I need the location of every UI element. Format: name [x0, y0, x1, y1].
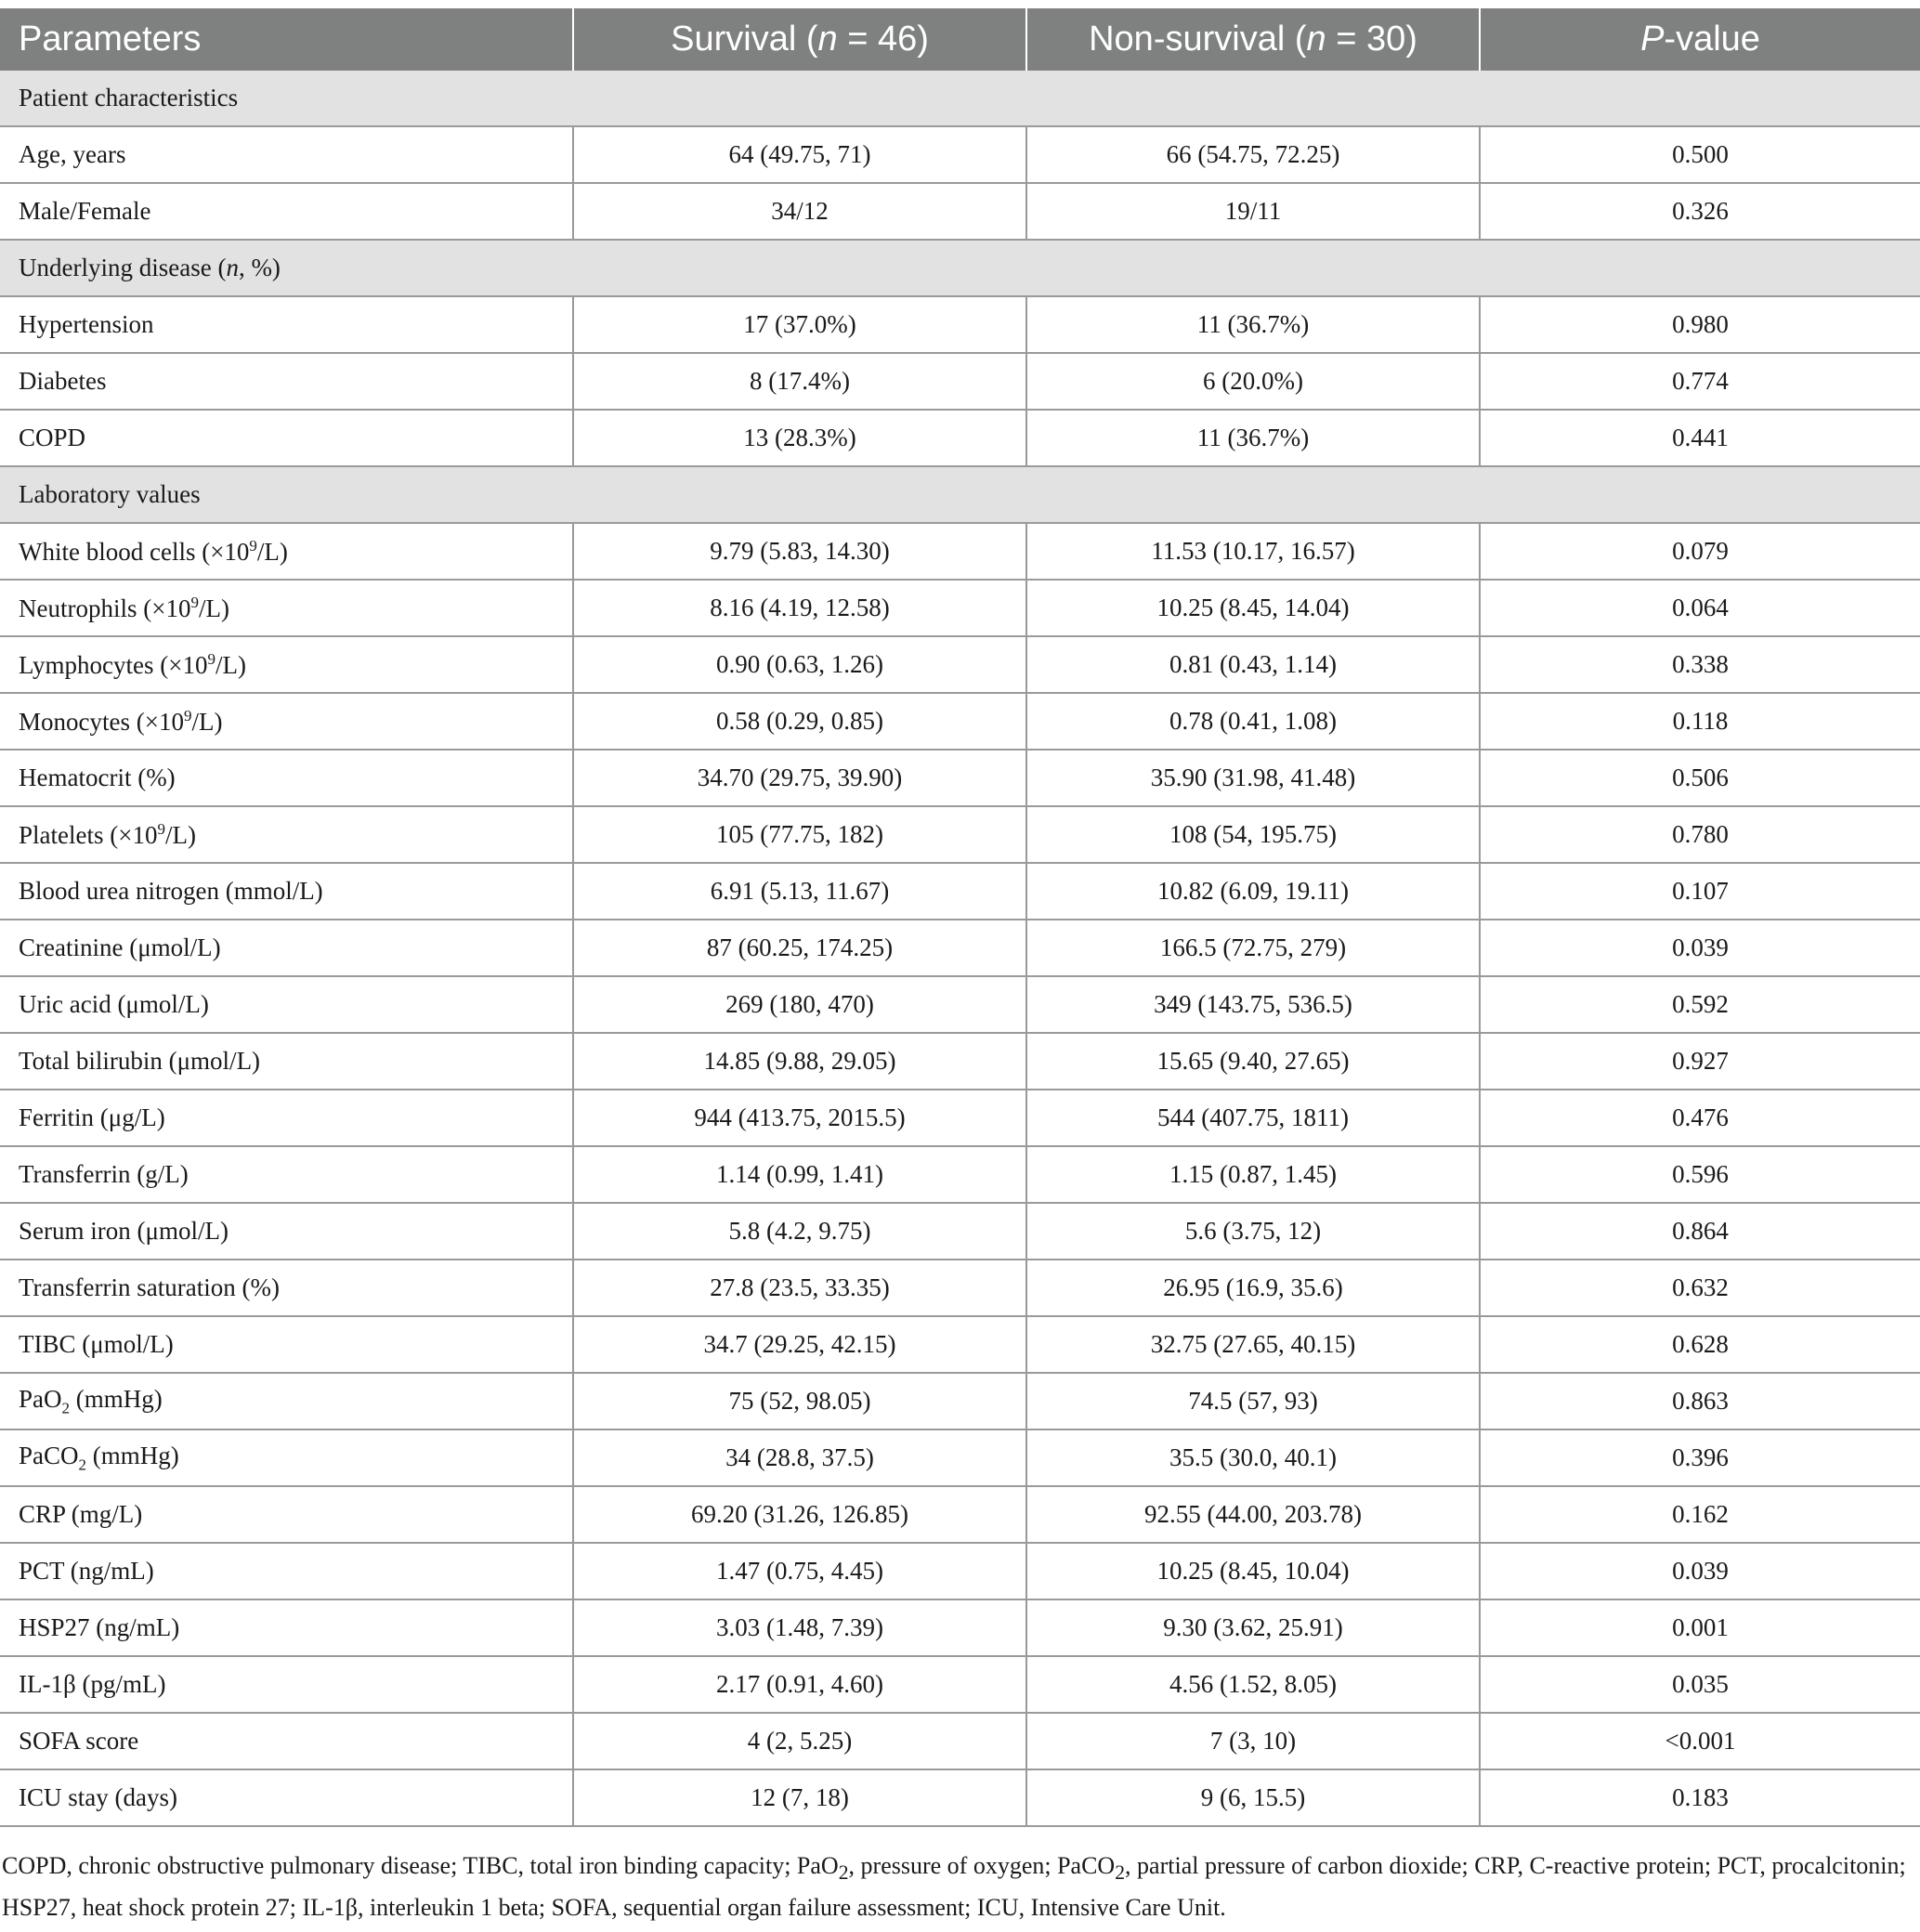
- survival-value: 8 (17.4%): [573, 353, 1026, 410]
- parameter-label: Uric acid (μmol/L): [0, 976, 573, 1033]
- p-value: 0.863: [1480, 1373, 1920, 1429]
- nonsurvival-value: 544 (407.75, 1811): [1026, 1090, 1480, 1146]
- parameter-label: Creatinine (μmol/L): [0, 920, 573, 976]
- parameter-label: Transferrin (g/L): [0, 1146, 573, 1203]
- survival-value: 13 (28.3%): [573, 410, 1026, 466]
- survival-value: 87 (60.25, 174.25): [573, 920, 1026, 976]
- section-title: Underlying disease (n, %): [0, 240, 1920, 296]
- nonsurvival-value: 0.81 (0.43, 1.14): [1026, 636, 1480, 693]
- parameter-label: Hematocrit (%): [0, 750, 573, 806]
- nonsurvival-value: 166.5 (72.75, 279): [1026, 920, 1480, 976]
- survival-value: 34/12: [573, 183, 1026, 240]
- table-row: [0, 1656, 1920, 1713]
- table-row: [0, 523, 1920, 580]
- p-value: 0.506: [1480, 750, 1920, 806]
- table-row: [0, 920, 1920, 976]
- p-value: 0.039: [1480, 920, 1920, 976]
- survival-value: 5.8 (4.2, 9.75): [573, 1203, 1026, 1260]
- parameter-label: Blood urea nitrogen (mmol/L): [0, 863, 573, 920]
- header-nonsurvival: Non-survival (n = 30): [1026, 8, 1480, 71]
- survival-value: 34 (28.8, 37.5): [573, 1429, 1026, 1486]
- p-value: 0.476: [1480, 1090, 1920, 1146]
- survival-value: 34.7 (29.25, 42.15): [573, 1316, 1026, 1373]
- nonsurvival-value: 74.5 (57, 93): [1026, 1373, 1480, 1429]
- survival-value: 105 (77.75, 182): [573, 806, 1026, 863]
- nonsurvival-value: 0.78 (0.41, 1.08): [1026, 693, 1480, 750]
- parameter-label: Male/Female: [0, 183, 573, 240]
- table-container: [0, 8, 1920, 1827]
- table-row: [0, 126, 1920, 183]
- table-row: [0, 410, 1920, 466]
- table-row: [0, 1090, 1920, 1146]
- parameter-label: Monocytes $(\times 10^9/L)$: [0, 693, 573, 750]
- parameter-label: White blood cells $(\times 10^9/L)$: [0, 523, 573, 580]
- p-value: 0.396: [1480, 1429, 1920, 1486]
- survival-value: 0.90 (0.63, 1.26): [573, 636, 1026, 693]
- survival-value: 14.85 (9.88, 29.05): [573, 1033, 1026, 1090]
- table-row: [0, 353, 1920, 410]
- table-row: [0, 1769, 1920, 1826]
- table-row: [0, 636, 1920, 693]
- survival-value: 17 (37.0%): [573, 296, 1026, 353]
- parameter-label: Age, years: [0, 126, 573, 183]
- parameter-label: HSP27 (ng/mL): [0, 1599, 573, 1656]
- parameter-label: TIBC (μmol/L): [0, 1316, 573, 1373]
- table-row: [0, 1429, 1920, 1486]
- table-row: [0, 1316, 1920, 1373]
- section-header-row: [0, 240, 1920, 296]
- table-body: [0, 71, 1920, 1826]
- p-value: 0.107: [1480, 863, 1920, 920]
- p-value: 0.079: [1480, 523, 1920, 580]
- parameter-label: ICU stay (days): [0, 1769, 573, 1826]
- table-header-row: [0, 8, 1920, 71]
- parameter-label: Platelets $(\times 10^9/L)$: [0, 806, 573, 863]
- nonsurvival-value: 35.5 (30.0, 40.1): [1026, 1429, 1480, 1486]
- survival-value: 944 (413.75, 2015.5): [573, 1090, 1026, 1146]
- p-value: 0.338: [1480, 636, 1920, 693]
- nonsurvival-value: 9.30 (3.62, 25.91): [1026, 1599, 1480, 1656]
- table-row: [0, 1373, 1920, 1429]
- p-value: 0.980: [1480, 296, 1920, 353]
- survival-value: 3.03 (1.48, 7.39): [573, 1599, 1026, 1656]
- nonsurvival-value: 19/11: [1026, 183, 1480, 240]
- nonsurvival-value: 66 (54.75, 72.25): [1026, 126, 1480, 183]
- table-row: [0, 1260, 1920, 1316]
- table-row: [0, 1599, 1920, 1656]
- table-row: [0, 1543, 1920, 1599]
- survival-value: 0.58 (0.29, 0.85): [573, 693, 1026, 750]
- p-value: 0.326: [1480, 183, 1920, 240]
- nonsurvival-value: 349 (143.75, 536.5): [1026, 976, 1480, 1033]
- p-value: 0.001: [1480, 1599, 1920, 1656]
- parameter-label: PaO$_2$ (mmHg): [0, 1373, 573, 1429]
- table-row: [0, 1203, 1920, 1260]
- section-header-row: [0, 71, 1920, 126]
- p-value: 0.780: [1480, 806, 1920, 863]
- nonsurvival-value: 11 (36.7%): [1026, 410, 1480, 466]
- parameter-label: PaCO$_2$ (mmHg): [0, 1429, 573, 1486]
- header-parameters: Parameters: [0, 8, 573, 71]
- section-title: Laboratory values: [0, 466, 1920, 523]
- p-value: 0.500: [1480, 126, 1920, 183]
- survival-value: 69.20 (31.26, 126.85): [573, 1486, 1026, 1543]
- p-value: 0.118: [1480, 693, 1920, 750]
- nonsurvival-value: 9 (6, 15.5): [1026, 1769, 1480, 1826]
- p-value: 0.162: [1480, 1486, 1920, 1543]
- nonsurvival-value: 10.25 (8.45, 10.04): [1026, 1543, 1480, 1599]
- nonsurvival-value: 1.15 (0.87, 1.45): [1026, 1146, 1480, 1203]
- p-value: 0.183: [1480, 1769, 1920, 1826]
- nonsurvival-value: 5.6 (3.75, 12): [1026, 1203, 1480, 1260]
- p-value: 0.592: [1480, 976, 1920, 1033]
- table-row: [0, 750, 1920, 806]
- parameter-label: COPD: [0, 410, 573, 466]
- parameter-label: Transferrin saturation (%): [0, 1260, 573, 1316]
- p-value: 0.596: [1480, 1146, 1920, 1203]
- nonsurvival-value: 11 (36.7%): [1026, 296, 1480, 353]
- p-value: 0.039: [1480, 1543, 1920, 1599]
- section-header-row: [0, 466, 1920, 523]
- table-row: [0, 1713, 1920, 1769]
- p-value: 0.774: [1480, 353, 1920, 410]
- data-table: [0, 8, 1920, 1827]
- survival-value: 27.8 (23.5, 33.35): [573, 1260, 1026, 1316]
- table-row: [0, 1033, 1920, 1090]
- parameter-label: PCT (ng/mL): [0, 1543, 573, 1599]
- parameter-label: Diabetes: [0, 353, 573, 410]
- survival-value: 6.91 (5.13, 11.67): [573, 863, 1026, 920]
- parameter-label: SOFA score: [0, 1713, 573, 1769]
- survival-value: 75 (52, 98.05): [573, 1373, 1026, 1429]
- table-row: [0, 693, 1920, 750]
- table-row: [0, 863, 1920, 920]
- nonsurvival-value: 10.25 (8.45, 14.04): [1026, 580, 1480, 636]
- table-footnote: COPD, chronic obstructive pulmonary disease; TIBC, total iron binding capacity; PaO$_2$, pressure of oxygen; PaCO$_2$, partial pressure of carbon dioxide; CRP, C-reactive protein; PCT, procalcitonin; HSP27, heat shock protein 27; IL-1β, interleukin 1 beta; SOFA, sequential organ failure assessment; ICU, Intensive Care Unit.: [2, 1852, 1906, 1922]
- p-value: 0.632: [1480, 1260, 1920, 1316]
- p-value: 0.064: [1480, 580, 1920, 636]
- parameter-label: Ferritin (μg/L): [0, 1090, 573, 1146]
- section-title: Patient characteristics: [0, 71, 1920, 126]
- survival-value: 9.79 (5.83, 14.30): [573, 523, 1026, 580]
- table-row: [0, 1486, 1920, 1543]
- p-value: 0.927: [1480, 1033, 1920, 1090]
- survival-value: 8.16 (4.19, 12.58): [573, 580, 1026, 636]
- p-value: 0.035: [1480, 1656, 1920, 1713]
- nonsurvival-value: 108 (54, 195.75): [1026, 806, 1480, 863]
- table-row: [0, 183, 1920, 240]
- nonsurvival-value: 92.55 (44.00, 203.78): [1026, 1486, 1480, 1543]
- survival-value: 34.70 (29.75, 39.90): [573, 750, 1026, 806]
- survival-value: 1.47 (0.75, 4.45): [573, 1543, 1026, 1599]
- parameter-label: Serum iron (μmol/L): [0, 1203, 573, 1260]
- nonsurvival-value: 15.65 (9.40, 27.65): [1026, 1033, 1480, 1090]
- table-row: [0, 1146, 1920, 1203]
- nonsurvival-value: 26.95 (16.9, 35.6): [1026, 1260, 1480, 1316]
- nonsurvival-value: 10.82 (6.09, 19.11): [1026, 863, 1480, 920]
- nonsurvival-value: 4.56 (1.52, 8.05): [1026, 1656, 1480, 1713]
- parameter-label: Neutrophils $(\times 10^9/L)$: [0, 580, 573, 636]
- nonsurvival-value: 35.90 (31.98, 41.48): [1026, 750, 1480, 806]
- parameter-label: CRP (mg/L): [0, 1486, 573, 1543]
- nonsurvival-value: 6 (20.0%): [1026, 353, 1480, 410]
- table-row: [0, 296, 1920, 353]
- survival-value: 4 (2, 5.25): [573, 1713, 1026, 1769]
- survival-value: 2.17 (0.91, 4.60): [573, 1656, 1026, 1713]
- nonsurvival-value: 7 (3, 10): [1026, 1713, 1480, 1769]
- parameter-label: Hypertension: [0, 296, 573, 353]
- header-pvalue: P-value: [1480, 8, 1920, 71]
- p-value: 0.441: [1480, 410, 1920, 466]
- parameter-label: Total bilirubin (μmol/L): [0, 1033, 573, 1090]
- table-row: [0, 580, 1920, 636]
- header-survival: Survival (n = 46): [573, 8, 1026, 71]
- p-value: 0.628: [1480, 1316, 1920, 1373]
- parameter-label: IL-1β (pg/mL): [0, 1656, 573, 1713]
- survival-value: 12 (7, 18): [573, 1769, 1026, 1826]
- p-value: 0.864: [1480, 1203, 1920, 1260]
- p-value: <0.001: [1480, 1713, 1920, 1769]
- survival-value: 1.14 (0.99, 1.41): [573, 1146, 1026, 1203]
- parameter-label: Lymphocytes $(\times 10^9/L)$: [0, 636, 573, 693]
- survival-value: 64 (49.75, 71): [573, 126, 1026, 183]
- survival-value: 269 (180, 470): [573, 976, 1026, 1033]
- table-row: [0, 806, 1920, 863]
- nonsurvival-value: 32.75 (27.65, 40.15): [1026, 1316, 1480, 1373]
- table-row: [0, 976, 1920, 1033]
- nonsurvival-value: 11.53 (10.17, 16.57): [1026, 523, 1480, 580]
